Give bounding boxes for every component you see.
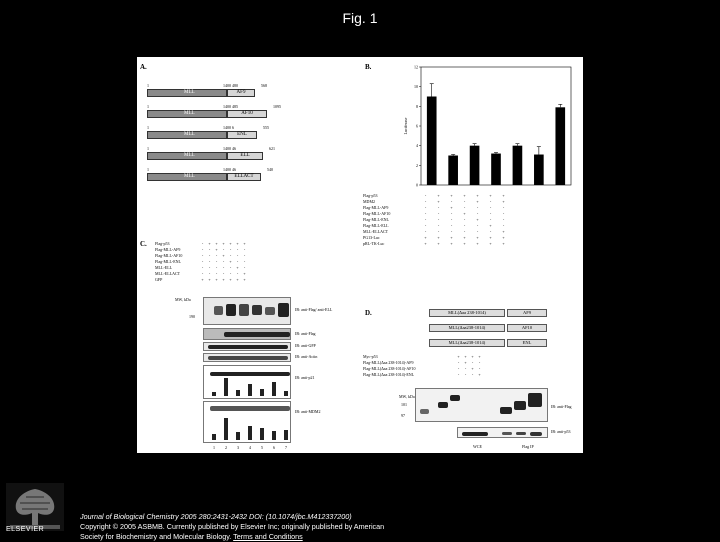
pos-end: 568	[261, 83, 267, 88]
condition-value: -	[215, 253, 218, 258]
condition-value: +	[243, 241, 246, 246]
condition-value: +	[208, 241, 211, 246]
condition-value: +	[208, 277, 211, 282]
condition-value: +	[502, 229, 505, 234]
blot-band	[462, 432, 488, 436]
condition-value: -	[471, 372, 474, 377]
condition-value: -	[215, 265, 218, 270]
mw-marker-97: 97	[401, 413, 405, 418]
mw-marker-101: 101	[401, 402, 407, 407]
citation-line-1: Journal of Biological Chemistry 2005 280:2431-2432 DOI: (10.1074/jbc.M412337200)	[80, 512, 352, 521]
quant-bar	[236, 390, 240, 396]
condition-value: +	[502, 199, 505, 204]
condition-value: -	[463, 217, 466, 222]
construct-row	[147, 125, 347, 139]
condition-value: +	[222, 253, 225, 258]
condition-value: -	[471, 360, 474, 365]
condition-value: -	[489, 199, 492, 204]
condition-value: -	[450, 229, 453, 234]
blot-band	[530, 432, 542, 436]
lane-number: 1	[213, 445, 215, 450]
condition-value: +	[464, 360, 467, 365]
condition-value: -	[243, 265, 246, 270]
bar	[534, 155, 544, 185]
condition-label: pRL-TK-Luc	[363, 241, 385, 246]
condition-value: -	[424, 205, 427, 210]
condition-label: Flag-MLL-ENL	[363, 217, 389, 222]
blot-band	[226, 304, 236, 316]
condition-label: Flag-MLL-AF10	[363, 211, 391, 216]
y-tick-label: 10	[414, 84, 418, 90]
lane-number: 7	[285, 445, 287, 450]
blot-band	[502, 432, 512, 435]
construct-mll-bar: MLL	[147, 131, 227, 139]
construct-fusion-box: AF10	[507, 324, 547, 332]
elsevier-logo-text: ELSEVIER	[6, 526, 45, 533]
quant-bar	[212, 434, 216, 440]
condition-value: -	[236, 247, 239, 252]
ib-label: IB: anti-Flag	[295, 331, 316, 336]
condition-value: +	[463, 241, 466, 246]
condition-value: +	[502, 241, 505, 246]
condition-value: +	[437, 235, 440, 240]
luciferase-bar-chart	[399, 63, 579, 193]
condition-label: PG13-Luc	[363, 235, 380, 240]
construct-mll-bar: MLL	[147, 152, 227, 160]
condition-value: -	[201, 265, 204, 270]
condition-row	[363, 241, 510, 247]
y-tick-label: 8	[416, 103, 418, 109]
condition-value: -	[215, 259, 218, 264]
construct-row	[147, 146, 347, 160]
condition-value: -	[222, 247, 225, 252]
terms-link[interactable]: Terms and Conditions	[233, 532, 303, 541]
condition-label: Myc-p53	[363, 354, 378, 359]
condition-value: +	[464, 354, 467, 359]
condition-value: -	[201, 247, 204, 252]
mw-marker-190: 190	[189, 314, 195, 319]
blot-band	[500, 407, 512, 414]
condition-value: -	[437, 229, 440, 234]
quant-bar	[248, 384, 252, 396]
construct-mll-box: MLL(Δaa 238-1014)	[429, 309, 505, 317]
condition-value: +	[478, 354, 481, 359]
condition-value: -	[464, 366, 467, 371]
condition-value: +	[437, 241, 440, 246]
blot-gfp	[203, 342, 291, 351]
condition-value: -	[201, 241, 204, 246]
construct-row	[147, 83, 347, 97]
y-tick-label: 2	[416, 162, 418, 168]
quant-bar	[224, 418, 228, 440]
pos-end: 621	[269, 146, 275, 151]
condition-value: -	[229, 247, 232, 252]
citation-footer	[80, 512, 640, 542]
condition-label: GFP	[155, 277, 163, 282]
lane-number: 3	[237, 445, 239, 450]
blot-flag-ell	[203, 297, 291, 325]
condition-value: -	[437, 223, 440, 228]
blot-band	[265, 307, 275, 315]
condition-value: +	[450, 235, 453, 240]
y-axis-label: Luciferase	[403, 117, 408, 135]
condition-value: +	[450, 241, 453, 246]
condition-label: MLL-ELLACT	[363, 229, 389, 234]
section-flag-ip-label: Flag IP	[522, 444, 534, 449]
condition-label: Flag-MLL-AF9	[363, 205, 389, 210]
pos-start: 1	[147, 83, 149, 88]
p21-quantification	[203, 365, 291, 399]
panel-a-letter: A.	[140, 63, 147, 71]
condition-value: -	[201, 271, 204, 276]
condition-value: +	[229, 277, 232, 282]
quant-bar	[284, 430, 288, 440]
condition-value: -	[208, 253, 211, 258]
pos-mid: 1400 6	[223, 125, 234, 130]
condition-value: -	[476, 229, 479, 234]
blot-band	[208, 345, 288, 349]
section-wce-label: WCE	[473, 444, 482, 449]
condition-value: +	[243, 277, 246, 282]
construct-fusion-bar: AF9	[227, 89, 255, 97]
condition-value: -	[229, 271, 232, 276]
quant-bar	[272, 431, 276, 440]
condition-value: +	[476, 193, 479, 198]
citation-line-2: Copyright © 2005 ASBMB. Currently published by Elsevier Inc; originally published by American	[80, 522, 385, 531]
ib-label: IB: anti-MDM2	[295, 409, 321, 414]
construct-fusion-box: ENL	[507, 339, 547, 347]
pos-mid: 1400 46	[223, 146, 236, 151]
condition-row	[363, 372, 483, 378]
condition-label: Flag-MLL(Δaa 238-1014)-AF10	[363, 366, 416, 371]
condition-value: +	[424, 241, 427, 246]
bar	[427, 97, 437, 186]
condition-value: -	[463, 223, 466, 228]
y-tick-label: 6	[416, 123, 418, 129]
blot-actin	[203, 353, 291, 362]
condition-value: +	[236, 277, 239, 282]
condition-value: -	[215, 271, 218, 276]
condition-value: -	[463, 205, 466, 210]
condition-value: -	[489, 211, 492, 216]
condition-value: +	[236, 241, 239, 246]
condition-label: Flag-MLL-AF10	[155, 253, 183, 258]
bar	[470, 146, 480, 185]
construct-mll-bar: MLL	[147, 173, 227, 181]
condition-value: +	[236, 265, 239, 270]
blot-band	[516, 432, 526, 435]
condition-value: -	[437, 217, 440, 222]
condition-value: +	[229, 259, 232, 264]
blot-flag	[203, 328, 291, 340]
construct-mll-box: MLL(Δaa238-1014)	[429, 339, 505, 347]
condition-label: Flag-MLL-ENL	[155, 259, 181, 264]
condition-value: +	[476, 217, 479, 222]
condition-label: MLL-ELL	[155, 265, 173, 270]
construct-fusion-bar: ELL	[227, 152, 263, 160]
y-tick-label: 0	[416, 182, 418, 188]
condition-value: -	[424, 229, 427, 234]
condition-value: -	[236, 259, 239, 264]
condition-value: -	[437, 205, 440, 210]
construct-mll-bar: MLL	[147, 110, 227, 118]
construct-fusion-bar: AF10	[227, 110, 267, 118]
blot-band	[208, 356, 288, 360]
bar	[555, 107, 565, 185]
condition-value: -	[208, 265, 211, 270]
condition-value: -	[424, 223, 427, 228]
condition-value: -	[476, 205, 479, 210]
condition-label: Flag-MLL(Δaa 238-1014)-AF9	[363, 360, 414, 365]
quant-bar	[260, 389, 264, 396]
condition-value: +	[437, 199, 440, 204]
condition-value: +	[476, 199, 479, 204]
panel-c-conditions	[155, 241, 248, 283]
lane-number: 4	[249, 445, 251, 450]
condition-value: +	[489, 241, 492, 246]
quant-bar	[248, 426, 252, 440]
blot-band	[438, 402, 448, 408]
quant-bar	[272, 382, 276, 396]
quant-bar	[236, 432, 240, 440]
condition-value: -	[463, 229, 466, 234]
pos-end: 1095	[273, 104, 281, 109]
construct-mll-box: MLL(Δaa238-1014)	[429, 324, 505, 332]
ib-anti-flag-label: IB: anti-Flag	[551, 404, 572, 409]
condition-value: -	[478, 366, 481, 371]
construct-fusion-box: AF9	[507, 309, 547, 317]
quant-bar	[284, 391, 288, 396]
condition-value: -	[502, 217, 505, 222]
condition-value: -	[478, 360, 481, 365]
blot-band	[239, 304, 249, 316]
ib-label: IB: anti-Actin	[295, 354, 318, 359]
condition-value: -	[476, 211, 479, 216]
condition-value: +	[489, 235, 492, 240]
condition-value: -	[243, 247, 246, 252]
condition-value: +	[471, 366, 474, 371]
construct-row	[147, 167, 347, 181]
mw-label-d: MW, kDa	[399, 394, 415, 399]
condition-value: -	[450, 217, 453, 222]
condition-value: -	[424, 211, 427, 216]
lane-number: 5	[261, 445, 263, 450]
condition-value: -	[222, 265, 225, 270]
condition-value: -	[236, 271, 239, 276]
condition-value: -	[450, 223, 453, 228]
pos-start: 1	[147, 125, 149, 130]
quant-bar	[260, 428, 264, 440]
condition-value: +	[489, 193, 492, 198]
condition-row	[155, 277, 248, 283]
condition-value: -	[243, 259, 246, 264]
pos-start: 1	[147, 146, 149, 151]
lane-number: 6	[273, 445, 275, 450]
condition-value: +	[457, 354, 460, 359]
condition-value: -	[229, 265, 232, 270]
blot-band	[420, 409, 429, 414]
panel-d-letter: D.	[365, 309, 372, 317]
y-tick-label: 4	[416, 143, 418, 149]
blot-band	[528, 393, 542, 407]
construct-fusion-bar: ELLACT	[227, 173, 261, 181]
condition-value: -	[424, 217, 427, 222]
condition-value: -	[476, 223, 479, 228]
blot-band	[252, 305, 262, 315]
pos-mid: 1400 46	[223, 167, 236, 172]
blot-band	[214, 306, 223, 315]
condition-value: -	[243, 253, 246, 258]
condition-value: -	[222, 259, 225, 264]
condition-value: -	[464, 372, 467, 377]
pos-end: 540	[267, 167, 273, 172]
condition-value: +	[215, 241, 218, 246]
construct-fusion-bar: ENL	[227, 131, 257, 139]
condition-value: -	[208, 271, 211, 276]
condition-value: -	[201, 259, 204, 264]
condition-value: +	[201, 277, 204, 282]
condition-label: Flag-MLL(Δaa 238-1014)-ENL	[363, 372, 415, 377]
condition-value: -	[236, 253, 239, 258]
condition-label: MDM2	[363, 199, 376, 204]
panel-b-conditions	[363, 193, 510, 247]
pos-start: 1	[147, 104, 149, 109]
condition-value: +	[502, 193, 505, 198]
condition-value: +	[478, 372, 481, 377]
mw-label: MW, kDa	[175, 297, 191, 302]
quant-bar	[224, 378, 228, 396]
condition-value: -	[502, 223, 505, 228]
blot-band	[514, 401, 526, 410]
quant-bar	[212, 392, 216, 396]
condition-label: MLL-ELLACT	[155, 271, 181, 276]
condition-value: -	[437, 211, 440, 216]
condition-value: -	[424, 193, 427, 198]
condition-value: -	[457, 360, 460, 365]
condition-value: -	[457, 366, 460, 371]
pos-mid: 1400 480	[223, 83, 238, 88]
panel-c-letter: C.	[140, 240, 147, 248]
bar	[491, 154, 501, 185]
bar	[513, 146, 523, 185]
blot-band	[278, 303, 289, 317]
condition-value: +	[450, 205, 453, 210]
condition-value: +	[437, 193, 440, 198]
condition-value: -	[489, 217, 492, 222]
blot-band	[210, 372, 290, 376]
condition-value: -	[457, 372, 460, 377]
condition-value: -	[208, 259, 211, 264]
citation-line-3: Society for Biochemistry and Molecular Biology.	[80, 532, 232, 541]
pos-end: 555	[263, 125, 269, 130]
condition-value: +	[424, 235, 427, 240]
condition-value: -	[208, 247, 211, 252]
condition-value: +	[463, 235, 466, 240]
condition-value: -	[222, 271, 225, 276]
condition-value: +	[215, 277, 218, 282]
condition-value: +	[243, 271, 246, 276]
condition-value: -	[424, 199, 427, 204]
panel-b-letter: B.	[365, 63, 372, 71]
condition-value: +	[450, 193, 453, 198]
condition-value: +	[502, 235, 505, 240]
condition-value: +	[215, 247, 218, 252]
condition-value: +	[476, 241, 479, 246]
bar	[448, 156, 458, 186]
pos-start: 1	[147, 167, 149, 172]
condition-value: +	[471, 354, 474, 359]
construct-mll-bar: MLL	[147, 89, 227, 97]
ib-anti-p53-label: IB: anti-p53	[551, 429, 571, 434]
y-tick-label: 12	[414, 64, 418, 70]
pos-mid: 1400 485	[223, 104, 238, 109]
condition-value: +	[489, 223, 492, 228]
blot-band	[450, 395, 460, 401]
condition-value: -	[450, 199, 453, 204]
condition-value: -	[489, 229, 492, 234]
panel-d-conditions	[363, 354, 483, 378]
condition-value: -	[489, 205, 492, 210]
condition-value: -	[450, 211, 453, 216]
condition-value: +	[222, 241, 225, 246]
blot-band	[224, 332, 290, 337]
condition-value: -	[201, 253, 204, 258]
ib-label: IB: anti-GFP	[295, 343, 316, 348]
condition-value: -	[502, 205, 505, 210]
condition-value: +	[229, 241, 232, 246]
condition-value: +	[222, 277, 225, 282]
blot-anti-flag	[415, 388, 548, 422]
condition-value: +	[476, 235, 479, 240]
condition-value: -	[502, 211, 505, 216]
blot-band	[210, 406, 290, 411]
slide-title: Fig. 1	[342, 10, 378, 26]
condition-value: -	[229, 253, 232, 258]
construct-row	[147, 104, 347, 118]
ib-label: IB: anti-Flag/ anti-ELL	[295, 307, 333, 312]
condition-value: -	[463, 199, 466, 204]
blot-anti-p53	[457, 427, 548, 438]
condition-label: Flag-MLL-ELL	[363, 223, 389, 228]
condition-value: +	[463, 193, 466, 198]
condition-label: Flag-MLL-AF9	[155, 247, 181, 252]
condition-value: +	[463, 211, 466, 216]
lane-number: 2	[225, 445, 227, 450]
figure-image	[137, 57, 583, 453]
condition-label: Flag-p53	[363, 193, 378, 198]
ib-label: IB: anti-p21	[295, 375, 315, 380]
mdm2-quantification	[203, 401, 291, 443]
condition-label: Flag-p53	[155, 241, 170, 246]
